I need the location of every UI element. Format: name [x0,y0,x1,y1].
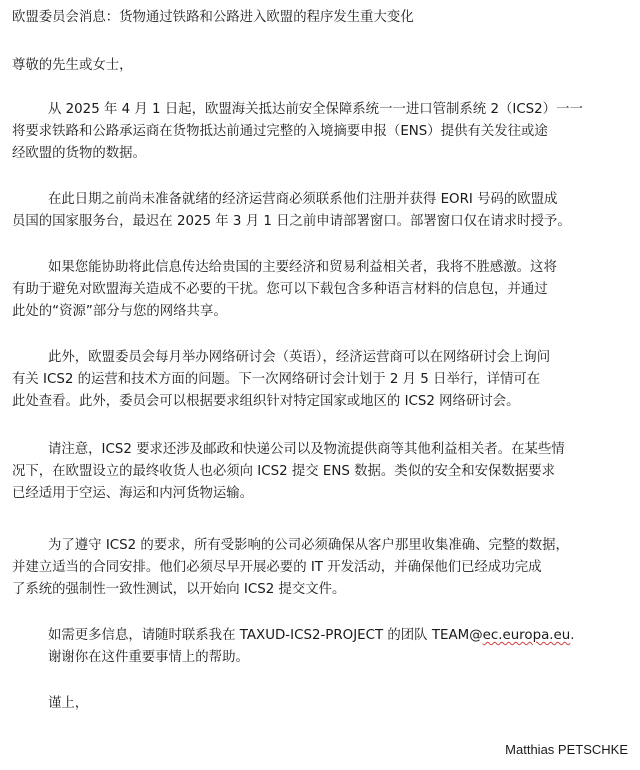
contact-period: . [570,628,575,643]
paragraph-1-line-3: 经欧盟的货物的数据。 [12,146,146,161]
paragraph-4-line-2: 有关 ICS2 的运营和技术方面的问题。下一次网络研讨会计划于 2 月 5 日举行，详情可在 [12,372,541,387]
paragraph-2-line-2: 员国的国家服务台，最迟在 2025 年 3 月 1 日之前申请部署窗口。部署窗口仅在请求时授予。 [12,214,571,229]
paragraph-4-line-1: 此外，欧盟委员会每月举办网络研讨会（英语），经济运营商可以在网络研讨会上询问 [48,350,551,365]
paragraph-3-line-2: 有助于避免对欧盟海关造成不必要的干扰。您可以下载包含多种语言材料的信息包，并通过 [12,282,548,297]
subject-line: 欧盟委员会消息：货物通过铁路和公路进入欧盟的程序发生重大变化 [12,10,414,25]
closing: 谨上， [48,696,89,711]
greeting: 尊敬的先生或女士， [12,58,133,73]
contact-email-link[interactable]: ec.europa.eu [482,628,571,643]
paragraph-3-line-3: 此处的“资源”部分与您的网络共享。 [12,304,227,319]
contact-line [48,626,575,646]
paragraph-4-line-3: 此处查看。此外，委员会可以根据要求组织针对特定国家或地区的 ICS2 网络研讨会。 [12,394,520,409]
paragraph-6-line-2: 并建立适当的合同安排。他们必须尽早开展必要的 IT 开发活动，并确保他们已经成功完成 [12,560,542,575]
thanks-line: 谢谢你在这件重要事情上的帮助。 [48,650,249,665]
paragraph-1-line-1: 从 2025 年 4 月 1 日起，欧盟海关抵达前安全保障系统一一进口管制系统 2（ICS2）一一 [48,102,583,117]
paragraph-6-line-3: 了系统的强制性一致性测试，以开始向 ICS2 提交文件。 [12,582,346,597]
paragraph-2-line-1: 在此日期之前尚未准备就绪的经济运营商必须联系他们注册并获得 EORI 号码的欧盟成 [48,192,558,207]
contact-text: 如需更多信息，请随时联系我在 TAXUD-ICS2-PROJECT 的团队 TEAM@ [48,628,483,643]
paragraph-6-line-1: 为了遵守 ICS2 的要求，所有受影响的公司必须确保从客户那里收集准确、完整的数据， [48,538,569,553]
paragraph-5-line-2: 况下，在欧盟设立的最终收货人也必须向 ICS2 提交 ENS 数据。类似的安全和安保数据要求 [12,464,555,479]
paragraph-3-line-1: 如果您能协助将此信息传达给贵国的主要经济和贸易利益相关者，我将不胜感激。这将 [48,260,557,275]
paragraph-5-line-3: 已经适用于空运、海运和内河货物运输。 [12,486,254,501]
paragraph-5-line-1: 请注意，ICS2 要求还涉及邮政和快递公司以及物流提供商等其他利益相关者。在某些情 [48,442,565,457]
paragraph-1-line-2: 将要求铁路和公路承运商在货物抵达前通过完整的入境摘要申报（ENS）提供有关发往或途 [12,124,548,139]
signature: Matthias PETSCHKE [505,742,628,757]
